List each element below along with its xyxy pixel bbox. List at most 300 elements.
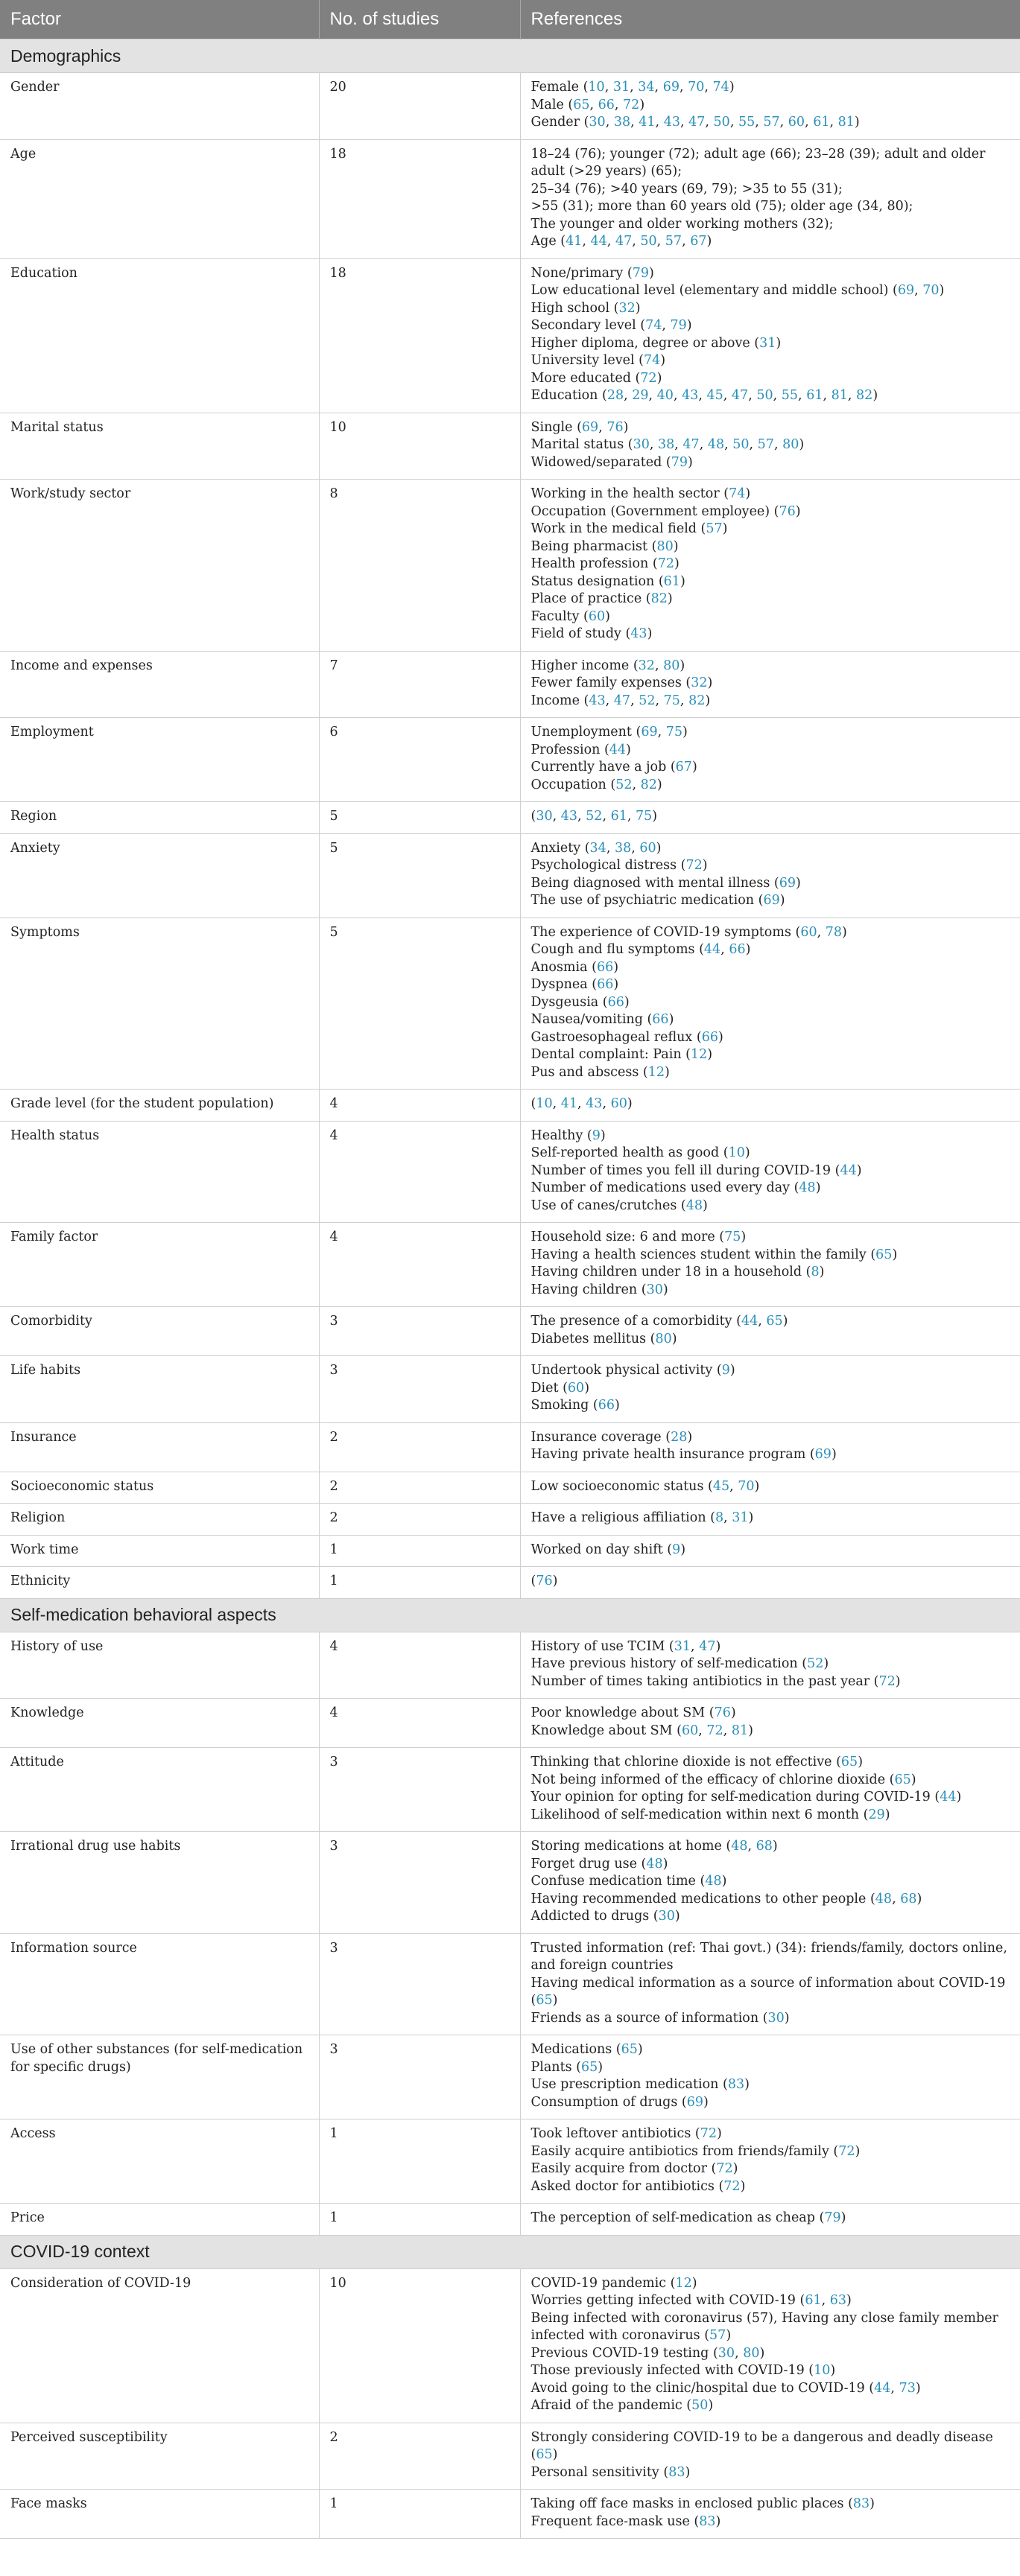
- citation-link[interactable]: 55: [738, 115, 756, 130]
- citation-link[interactable]: 82: [856, 388, 873, 403]
- citation-link[interactable]: 72: [685, 858, 703, 873]
- citation-link[interactable]: 47: [682, 437, 700, 452]
- reference-line: Strongly considering COVID-19 to be a dangerous and deadly disease (65): [530, 2429, 993, 2462]
- reference-text: Dyspnea (: [530, 977, 598, 992]
- reference-line: Higher diploma, degree or above (31): [530, 335, 782, 351]
- citation-link[interactable]: 69: [662, 80, 680, 95]
- citation-link[interactable]: 30: [633, 437, 650, 452]
- reference-text: Working in the health sector (: [530, 486, 729, 501]
- citation-link[interactable]: 9: [721, 1363, 730, 1378]
- reference-line: Medications (65): [530, 2042, 643, 2057]
- reference-line: Dental complaint: Pain (12): [530, 1047, 713, 1062]
- studies-cell: 1: [319, 1535, 520, 1567]
- citation-link[interactable]: 76: [536, 1574, 553, 1588]
- references-cell: [520, 258, 1020, 413]
- table-row: [0, 2268, 1020, 2423]
- references-cell: [520, 2204, 1020, 2236]
- citation-link[interactable]: 74: [712, 80, 729, 95]
- citation-link[interactable]: 48: [707, 437, 725, 452]
- reference-text: The experience of COVID-19 symptoms (: [530, 924, 801, 940]
- reference-line: Insurance coverage (28): [530, 1429, 693, 1445]
- reference-line: Psychological distress (72): [530, 858, 708, 873]
- citation-link[interactable]: 66: [652, 1012, 669, 1027]
- reference-text: Storing medications at home (: [530, 1839, 732, 1854]
- reference-line: Health profession (72): [530, 556, 680, 571]
- citation-link[interactable]: 66: [598, 97, 615, 112]
- citation-link[interactable]: 80: [655, 1331, 672, 1346]
- reference-text: Use prescription medication (: [530, 2077, 728, 2092]
- reference-text: Poor knowledge about SM (: [530, 1705, 715, 1720]
- citation-link[interactable]: 31: [674, 1638, 691, 1654]
- citation-link[interactable]: 79: [824, 2210, 841, 2225]
- citation-link[interactable]: 67: [675, 760, 692, 775]
- citation-link[interactable]: 43: [630, 626, 647, 641]
- citation-link[interactable]: 66: [701, 1029, 718, 1045]
- citation-link[interactable]: 30: [646, 1282, 663, 1297]
- citation-link[interactable]: 44: [609, 742, 627, 757]
- citation-link[interactable]: 82: [650, 591, 668, 606]
- studies-cell: 2: [319, 1422, 520, 1472]
- citation-link[interactable]: 48: [685, 1198, 703, 1213]
- citation-link[interactable]: 57: [706, 521, 723, 536]
- reference-line: Forget drug use (48): [530, 1856, 668, 1871]
- reference-line: Single (69, 76): [530, 419, 629, 435]
- citation-link[interactable]: 69: [814, 1447, 831, 1462]
- citation-link[interactable]: 81: [731, 1723, 749, 1738]
- citation-link[interactable]: 60: [567, 1380, 585, 1396]
- factor-cell: Use of other substances (for self-medication for specific drugs): [0, 2035, 319, 2119]
- table-row: [0, 651, 1020, 718]
- citation-link[interactable]: 32: [618, 300, 636, 316]
- citation-link[interactable]: 82: [688, 693, 706, 708]
- reference-line: Male (65, 66, 72): [530, 97, 645, 112]
- citation-link[interactable]: 69: [779, 875, 796, 891]
- citation-link[interactable]: 65: [840, 1755, 858, 1769]
- citation-link[interactable]: 44: [874, 2380, 891, 2396]
- references-cell: [520, 1223, 1020, 1307]
- factor-cell: Grade level (for the student population): [0, 1090, 319, 1122]
- reference-text: COVID-19 pandemic (: [530, 2275, 676, 2291]
- citation-link[interactable]: 68: [756, 1839, 773, 1854]
- citation-link[interactable]: 48: [731, 1839, 748, 1854]
- reference-text: Currently have a job (: [530, 760, 676, 775]
- citation-link[interactable]: 83: [727, 2077, 745, 2092]
- reference-text: Number of times taking antibiotics in the past year (: [530, 1673, 879, 1689]
- citation-link[interactable]: 30: [589, 115, 606, 130]
- citation-link[interactable]: 72: [878, 1673, 896, 1689]
- citation-link[interactable]: 47: [613, 693, 631, 708]
- citation-link[interactable]: 34: [638, 80, 655, 95]
- citation-link[interactable]: 69: [897, 283, 915, 298]
- reference-line: [531, 216, 1010, 234]
- studies-cell: 1: [319, 2490, 520, 2539]
- citation-link[interactable]: 76: [779, 503, 796, 519]
- reference-text: Smoking (: [530, 1398, 598, 1413]
- citation-link[interactable]: 50: [691, 2398, 709, 2413]
- citation-link[interactable]: 12: [675, 2275, 692, 2291]
- reference-line: Self-reported health as good (10): [530, 1145, 750, 1160]
- citation-link[interactable]: 80: [656, 538, 674, 554]
- reference-line: Widowed/separated (79): [530, 454, 693, 470]
- citation-link[interactable]: 8: [715, 1510, 724, 1525]
- citation-link[interactable]: 47: [731, 388, 749, 403]
- reference-text: Status designation (: [530, 573, 664, 589]
- references-cell: [520, 1121, 1020, 1223]
- citation-link[interactable]: 32: [638, 658, 655, 673]
- citation-link[interactable]: 48: [646, 1856, 663, 1871]
- citation-link[interactable]: 67: [690, 234, 707, 249]
- citation-link[interactable]: 52: [807, 1656, 824, 1671]
- header-studies: No. of studies: [319, 0, 520, 39]
- table-row: [0, 833, 1020, 917]
- citation-link[interactable]: 60: [588, 608, 606, 624]
- references-cell: [520, 802, 1020, 834]
- table-row: [0, 258, 1020, 413]
- studies-cell: 3: [319, 2035, 520, 2119]
- reference-line: Secondary level (74, 79): [530, 318, 692, 333]
- citation-link[interactable]: 79: [671, 454, 688, 470]
- reference-text: Your opinion for opting for self-medication during COVID-19 (: [530, 1790, 940, 1804]
- citation-link[interactable]: 60: [800, 924, 817, 940]
- table-row: [0, 1535, 1020, 1567]
- citation-link[interactable]: 38: [614, 840, 632, 856]
- citation-link[interactable]: 60: [788, 115, 805, 130]
- reference-text: Not being informed of the efficacy of chlorine dioxide (: [530, 1772, 895, 1787]
- citation-link[interactable]: 29: [868, 1807, 885, 1822]
- reference-line: Healthy (9): [530, 1128, 606, 1143]
- citation-link[interactable]: 44: [840, 1163, 857, 1178]
- citation-link[interactable]: 61: [806, 388, 823, 403]
- citation-link[interactable]: 28: [606, 388, 624, 403]
- citation-link[interactable]: 76: [606, 419, 624, 435]
- table-row: [0, 718, 1020, 802]
- table-row: [0, 1567, 1020, 1599]
- citation-link[interactable]: 72: [716, 2161, 733, 2176]
- citation-link[interactable]: 12: [647, 1064, 665, 1080]
- citation-link[interactable]: 70: [688, 80, 705, 95]
- citation-link[interactable]: 69: [581, 419, 599, 435]
- reference-line: (76): [530, 1574, 558, 1588]
- reference-text: Work in the medical field (: [530, 521, 706, 536]
- citation-link[interactable]: 66: [597, 977, 614, 992]
- citation-link[interactable]: 47: [615, 234, 633, 249]
- reference-text: Field of study (: [530, 626, 631, 641]
- reference-text: Profession (: [530, 742, 609, 757]
- citation-link[interactable]: 57: [665, 234, 682, 249]
- citation-link[interactable]: 10: [588, 80, 605, 95]
- reference-text: Female (: [530, 80, 589, 95]
- citation-link[interactable]: 63: [829, 2293, 847, 2308]
- references-cell: [520, 1748, 1020, 1832]
- citation-link[interactable]: 30: [536, 809, 553, 824]
- table-row: [0, 1472, 1020, 1504]
- reference-text: Likelihood of self-medication within next 6 month (: [530, 1807, 869, 1822]
- reference-line: Have a religious affiliation (8, 31): [530, 1510, 754, 1525]
- citation-link[interactable]: 75: [636, 809, 653, 824]
- citation-link[interactable]: 69: [686, 2094, 704, 2110]
- citation-link[interactable]: 45: [706, 388, 723, 403]
- citation-link[interactable]: 78: [825, 924, 843, 940]
- citation-link[interactable]: 61: [805, 2293, 822, 2308]
- citation-link[interactable]: 82: [640, 777, 657, 792]
- reference-line: Diabetes mellitus (80): [530, 1331, 677, 1346]
- citation-link[interactable]: 75: [724, 1230, 741, 1244]
- citation-link[interactable]: 50: [640, 234, 657, 249]
- reference-line: Gastroesophageal reflux (66): [530, 1029, 723, 1045]
- references-cell: [520, 1504, 1020, 1536]
- reference-line: Nausea/vomiting (66): [530, 1012, 674, 1027]
- citation-link[interactable]: 31: [612, 80, 630, 95]
- citation-link[interactable]: 41: [560, 1096, 578, 1111]
- citation-link[interactable]: 52: [586, 809, 603, 824]
- reference-text: Self-reported health as good (: [530, 1145, 729, 1160]
- citation-link[interactable]: 65: [580, 2059, 598, 2075]
- reference-line: Asked doctor for antibiotics (72): [530, 2178, 746, 2194]
- reference-text: Having a health sciences student within the family (: [530, 1247, 876, 1262]
- reference-line: Previous COVID-19 testing (30, 80): [530, 2345, 765, 2361]
- reference-text: Widowed/separated (: [530, 454, 671, 470]
- citation-link[interactable]: 41: [639, 115, 656, 130]
- citation-link[interactable]: 65: [894, 1772, 911, 1787]
- citation-link[interactable]: 10: [814, 2363, 831, 2378]
- citation-link[interactable]: 60: [639, 840, 656, 856]
- citation-link[interactable]: 31: [732, 1510, 749, 1525]
- citation-link[interactable]: 29: [632, 388, 649, 403]
- citation-link[interactable]: 30: [718, 2345, 735, 2361]
- citation-link[interactable]: 66: [729, 942, 746, 957]
- reference-line: COVID-19 pandemic (12): [530, 2275, 697, 2291]
- reference-line: The presence of a comorbidity (44, 65): [530, 1314, 788, 1329]
- citation-link[interactable]: 9: [672, 1542, 681, 1557]
- studies-cell: 2: [319, 1472, 520, 1504]
- citation-link[interactable]: 70: [922, 283, 940, 298]
- citation-link[interactable]: 8: [811, 1265, 820, 1279]
- reference-line: Number of times taking antibiotics in the past year (72): [530, 1673, 901, 1689]
- section-title: Self-medication behavioral aspects: [0, 1598, 1020, 1632]
- citation-link[interactable]: 41: [566, 234, 583, 249]
- citation-link[interactable]: 44: [590, 234, 607, 249]
- references-cell: [520, 1933, 1020, 2035]
- reference-text: Health profession (: [530, 556, 658, 571]
- citation-link[interactable]: 50: [713, 115, 730, 130]
- reference-line: Use prescription medication (83): [530, 2077, 750, 2092]
- reference-line: Working in the health sector (74): [530, 486, 751, 501]
- citation-link[interactable]: 61: [610, 809, 627, 824]
- citation-link[interactable]: 75: [663, 693, 680, 708]
- reference-line: Anxiety (34, 38, 60): [530, 840, 662, 856]
- factor-cell: Income and expenses: [0, 651, 319, 718]
- reference-line: Currently have a job (67): [530, 760, 697, 775]
- citation-link[interactable]: 83: [852, 2496, 870, 2511]
- citation-link[interactable]: 48: [875, 1891, 893, 1906]
- citation-link[interactable]: 48: [799, 1180, 816, 1195]
- reference-line: Easily acquire from doctor (72): [530, 2161, 738, 2176]
- reference-text: Occupation (Government employee) (: [530, 503, 779, 519]
- citation-link[interactable]: 31: [759, 335, 776, 351]
- citation-link[interactable]: 43: [682, 388, 699, 403]
- reference-line: Number of times you fell ill during COVID-19 (44): [530, 1163, 862, 1178]
- reference-text: Occupation (: [530, 777, 616, 792]
- citation-link[interactable]: 38: [613, 115, 631, 130]
- citation-link[interactable]: 72: [706, 1723, 723, 1738]
- citation-link[interactable]: 57: [709, 2328, 726, 2343]
- studies-cell: 7: [319, 651, 520, 718]
- citation-link[interactable]: 79: [670, 318, 687, 333]
- studies-cell: 10: [319, 2268, 520, 2423]
- citation-link[interactable]: 74: [643, 353, 661, 368]
- citation-link[interactable]: 43: [586, 1096, 603, 1111]
- studies-cell: 4: [319, 1223, 520, 1307]
- citation-link[interactable]: 48: [705, 1874, 722, 1889]
- citation-link[interactable]: 80: [782, 437, 799, 452]
- reference-line: Not being informed of the efficacy of chlorine dioxide (65): [530, 1772, 916, 1787]
- citation-link[interactable]: 72: [723, 2178, 741, 2194]
- citation-link[interactable]: 44: [741, 1314, 758, 1329]
- citation-link[interactable]: 81: [831, 388, 848, 403]
- citation-link[interactable]: 10: [728, 1145, 745, 1160]
- citation-link[interactable]: 74: [729, 486, 746, 501]
- factor-cell: Face masks: [0, 2490, 319, 2539]
- reference-line: Having medical information as a source of information about COVID-19 (65): [530, 1975, 1006, 2008]
- citation-link[interactable]: 65: [573, 97, 590, 112]
- citation-link[interactable]: 32: [691, 675, 708, 690]
- citation-link[interactable]: 79: [632, 265, 649, 281]
- citation-link[interactable]: 74: [645, 318, 662, 333]
- section-title: COVID-19 context: [0, 2235, 1020, 2268]
- citation-link[interactable]: 70: [738, 1478, 755, 1494]
- citation-link[interactable]: 60: [681, 1723, 699, 1738]
- reference-text: High school (: [530, 300, 619, 316]
- citation-link[interactable]: 83: [699, 2513, 716, 2529]
- citation-link[interactable]: 66: [598, 1398, 615, 1413]
- citation-link[interactable]: 69: [763, 893, 780, 908]
- factor-cell: Consideration of COVID-19: [0, 2268, 319, 2423]
- references-cell: [520, 2119, 1020, 2204]
- reference-line: [531, 181, 1010, 199]
- citation-link[interactable]: 43: [663, 115, 680, 130]
- citation-link[interactable]: 65: [875, 1247, 893, 1262]
- reference-text: Unemployment (: [530, 725, 642, 740]
- citation-link[interactable]: 34: [589, 840, 606, 856]
- citation-link[interactable]: 43: [560, 809, 578, 824]
- citation-link[interactable]: 57: [757, 437, 774, 452]
- citation-link[interactable]: 47: [699, 1638, 716, 1654]
- table-row: [0, 2035, 1020, 2119]
- citation-link[interactable]: 45: [712, 1478, 730, 1494]
- references-cell: [520, 1090, 1020, 1122]
- citation-link[interactable]: 65: [766, 1314, 783, 1329]
- citation-link[interactable]: 47: [688, 115, 706, 130]
- reference-text: Confuse medication time (: [530, 1874, 706, 1889]
- reference-line: Personal sensitivity (83): [530, 2464, 691, 2480]
- citation-link[interactable]: 44: [940, 1790, 957, 1804]
- reference-text: Asked doctor for antibiotics (: [530, 2178, 724, 2194]
- citation-link[interactable]: 44: [703, 942, 721, 957]
- citation-link[interactable]: 72: [838, 2143, 855, 2159]
- citation-link[interactable]: 61: [663, 573, 680, 589]
- citation-link[interactable]: 43: [589, 693, 606, 708]
- citation-link[interactable]: 30: [658, 1909, 675, 1924]
- reference-text: Have a religious affiliation (: [530, 1510, 715, 1525]
- reference-text: Having children (: [530, 1282, 647, 1297]
- reference-text: Gastroesophageal reflux (: [530, 1029, 702, 1045]
- reference-text: Frequent face-mask use (: [530, 2513, 700, 2529]
- citation-link[interactable]: 80: [743, 2345, 760, 2361]
- citation-link[interactable]: 52: [639, 693, 656, 708]
- reference-line: Gender (30, 38, 41, 43, 47, 50, 55, 57, 60, 61, 81): [530, 115, 860, 130]
- reference-line: Pus and abscess (12): [530, 1064, 670, 1080]
- reference-text: History of use TCIM (: [530, 1638, 674, 1654]
- citation-link[interactable]: 72: [700, 2126, 717, 2141]
- citation-link[interactable]: 38: [657, 437, 675, 452]
- references-cell: [520, 1632, 1020, 1699]
- citation-link[interactable]: 9: [592, 1128, 601, 1143]
- citation-link[interactable]: 83: [668, 2464, 685, 2480]
- table-row: [0, 1632, 1020, 1699]
- citation-link[interactable]: 72: [623, 97, 640, 112]
- citation-link[interactable]: 10: [536, 1096, 553, 1111]
- citation-link[interactable]: 65: [536, 1993, 553, 2008]
- reference-text: Single (: [530, 419, 582, 435]
- reference-text: Faculty (: [530, 608, 589, 624]
- citation-link[interactable]: 12: [691, 1047, 708, 1062]
- reference-text: (: [530, 1574, 536, 1588]
- table-row: [0, 1504, 1020, 1536]
- citation-link[interactable]: 81: [837, 115, 855, 130]
- citation-link[interactable]: 72: [640, 370, 657, 386]
- citation-link[interactable]: 65: [621, 2042, 638, 2057]
- studies-cell: 3: [319, 1832, 520, 1934]
- citation-link[interactable]: 28: [671, 1429, 688, 1445]
- citation-link[interactable]: 30: [767, 2010, 785, 2026]
- citation-link[interactable]: 40: [656, 388, 674, 403]
- citation-link[interactable]: 80: [663, 658, 680, 673]
- citation-link[interactable]: 57: [763, 115, 780, 130]
- citation-link[interactable]: 55: [781, 388, 799, 403]
- reference-line: Having children (30): [530, 1282, 668, 1297]
- reference-line: Easily acquire antibiotics from friends/family (72): [530, 2143, 861, 2159]
- citation-link[interactable]: 76: [714, 1705, 731, 1720]
- citation-link[interactable]: 52: [615, 777, 633, 792]
- citation-link[interactable]: 66: [596, 959, 614, 975]
- citation-link[interactable]: 61: [813, 115, 830, 130]
- citation-link[interactable]: 65: [536, 2447, 553, 2462]
- citation-link[interactable]: 60: [610, 1096, 627, 1111]
- citation-link[interactable]: 72: [657, 556, 674, 571]
- reference-line: Confuse medication time (48): [530, 1874, 727, 1889]
- citation-link[interactable]: 66: [607, 994, 624, 1010]
- citation-link[interactable]: 50: [756, 388, 773, 403]
- reference-line: Faculty (60): [530, 608, 610, 624]
- citation-link[interactable]: 75: [665, 725, 683, 740]
- reference-text: Anosmia (: [530, 959, 597, 975]
- citation-link[interactable]: 50: [732, 437, 750, 452]
- studies-cell: 4: [319, 1121, 520, 1223]
- reference-line: Knowledge about SM (60, 72, 81): [530, 1723, 753, 1738]
- reference-text: >55 (31); more than 60 years old (75); older age (34, 80);: [530, 199, 913, 214]
- reference-text: Have previous history of self-medication (: [530, 1656, 808, 1671]
- reference-line: Status designation (61): [530, 573, 685, 589]
- studies-cell: 2: [319, 2423, 520, 2490]
- citation-link[interactable]: 73: [899, 2380, 916, 2396]
- citation-link[interactable]: 68: [900, 1891, 917, 1906]
- reference-text: 25–34 (76); >40 years (69, 79); >35 to 55 (31);: [530, 181, 843, 197]
- studies-cell: 5: [319, 833, 520, 917]
- references-cell: [520, 651, 1020, 718]
- citation-link[interactable]: 69: [641, 725, 658, 740]
- reference-text: Strongly considering COVID-19 to be a dangerous and deadly disease (: [530, 2429, 993, 2462]
- reference-line: Being pharmacist (80): [530, 538, 679, 554]
